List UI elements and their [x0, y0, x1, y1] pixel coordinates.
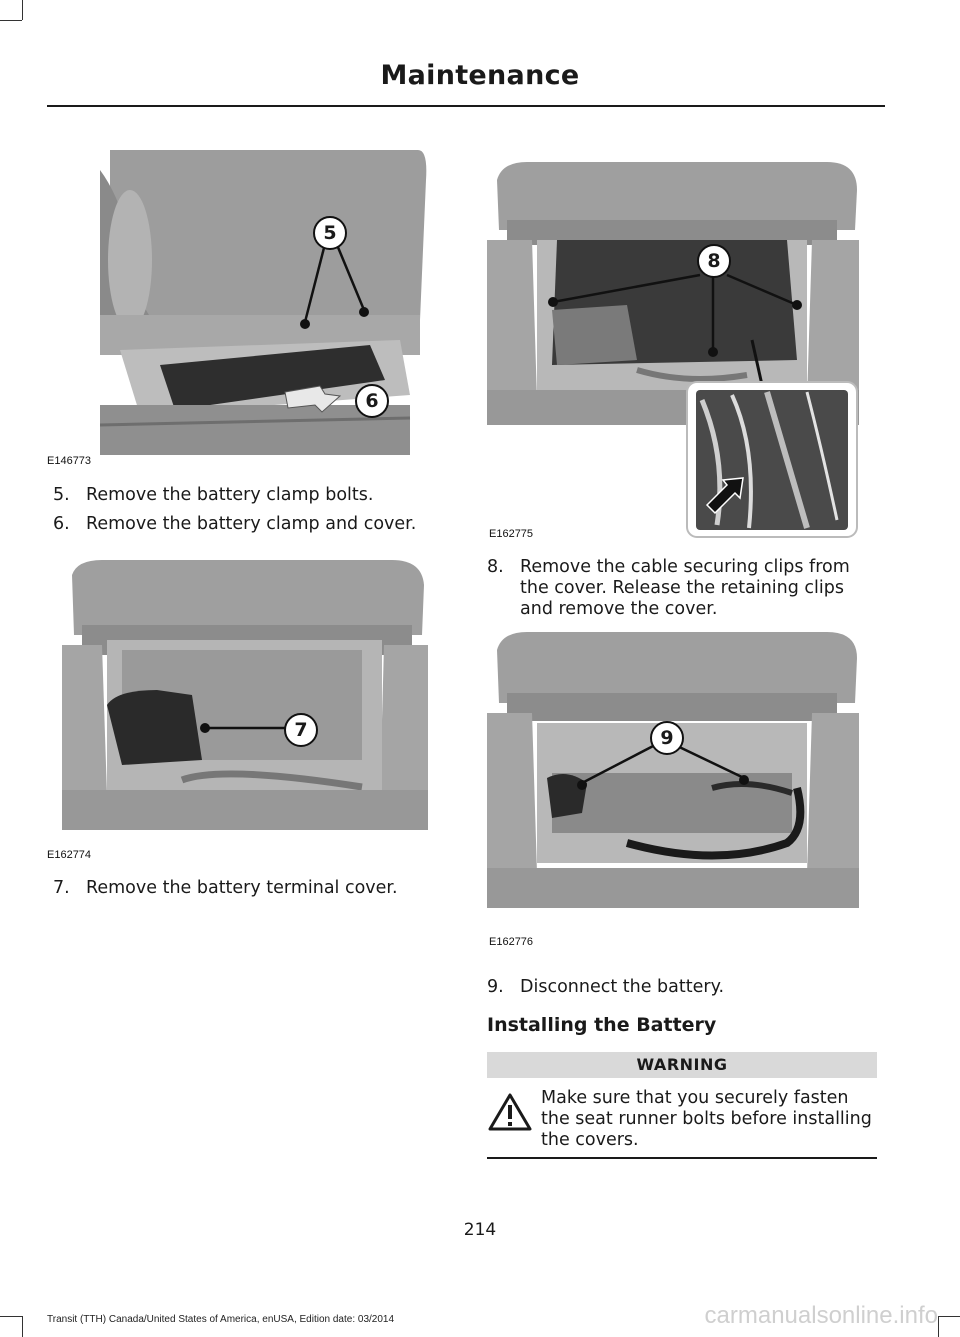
battery-cover-illustration	[487, 160, 859, 540]
step-number: 6.	[53, 514, 70, 534]
warning-divider	[487, 1157, 877, 1159]
figure-code: E162775	[489, 528, 534, 540]
callout-5: 5	[313, 216, 347, 250]
warning-text	[541, 1088, 881, 1151]
battery-tray-illustration	[62, 555, 428, 835]
warning-text-line: the seat runner bolts before installing	[541, 1109, 872, 1129]
watermark: carmanualsonline.info	[704, 1302, 938, 1329]
figure-code: E162776	[489, 936, 534, 948]
callout-9: 9	[650, 721, 684, 755]
figure-cable-clips	[487, 160, 859, 540]
step-text: Remove the battery clamp and cover.	[86, 514, 417, 534]
crop-mark	[22, 0, 23, 20]
seat-battery-illustration	[100, 150, 428, 466]
step-text-line: Remove the cable securing clips from	[520, 557, 850, 577]
callout-8: 8	[697, 244, 731, 278]
crop-mark	[0, 20, 22, 21]
crop-mark	[938, 1316, 960, 1317]
figure-clamp-bolts	[100, 150, 428, 466]
step-text: Remove the battery clamp bolts.	[86, 485, 374, 505]
step-number: 9.	[487, 977, 504, 997]
warning-label: WARNING	[487, 1052, 877, 1078]
crop-mark	[938, 1316, 939, 1337]
footer-text: Transit (TTH) Canada/United States of America, enUSA, Edition date: 03/2014	[47, 1314, 395, 1325]
warning-text-line: the covers.	[541, 1130, 639, 1150]
figure-disconnect	[487, 628, 859, 910]
callout-7: 7	[284, 713, 318, 747]
warning-text-line: Make sure that you securely fasten	[541, 1088, 849, 1108]
step-text-line: the cover. Release the retaining clips	[520, 578, 844, 598]
figure-code: E162774	[47, 849, 92, 861]
crop-mark	[0, 1316, 22, 1317]
step-text: Disconnect the battery.	[520, 977, 725, 997]
warning-triangle-icon	[487, 1092, 533, 1132]
header-divider	[47, 105, 885, 107]
step-text: Remove the battery terminal cover.	[86, 878, 398, 898]
crop-mark	[22, 1316, 23, 1337]
section-heading: Installing the Battery	[487, 1014, 717, 1036]
figure-terminal-cover	[62, 555, 428, 835]
step-text-line: and remove the cover.	[520, 599, 718, 619]
figure-code: E146773	[47, 455, 92, 467]
battery-terminals-illustration	[487, 628, 859, 910]
callout-6: 6	[355, 384, 389, 418]
step-number: 8.	[487, 557, 504, 577]
step-number: 7.	[53, 878, 70, 898]
step-number: 5.	[53, 485, 70, 505]
page-number: 214	[463, 1220, 497, 1240]
page-title: Maintenance	[380, 60, 580, 91]
